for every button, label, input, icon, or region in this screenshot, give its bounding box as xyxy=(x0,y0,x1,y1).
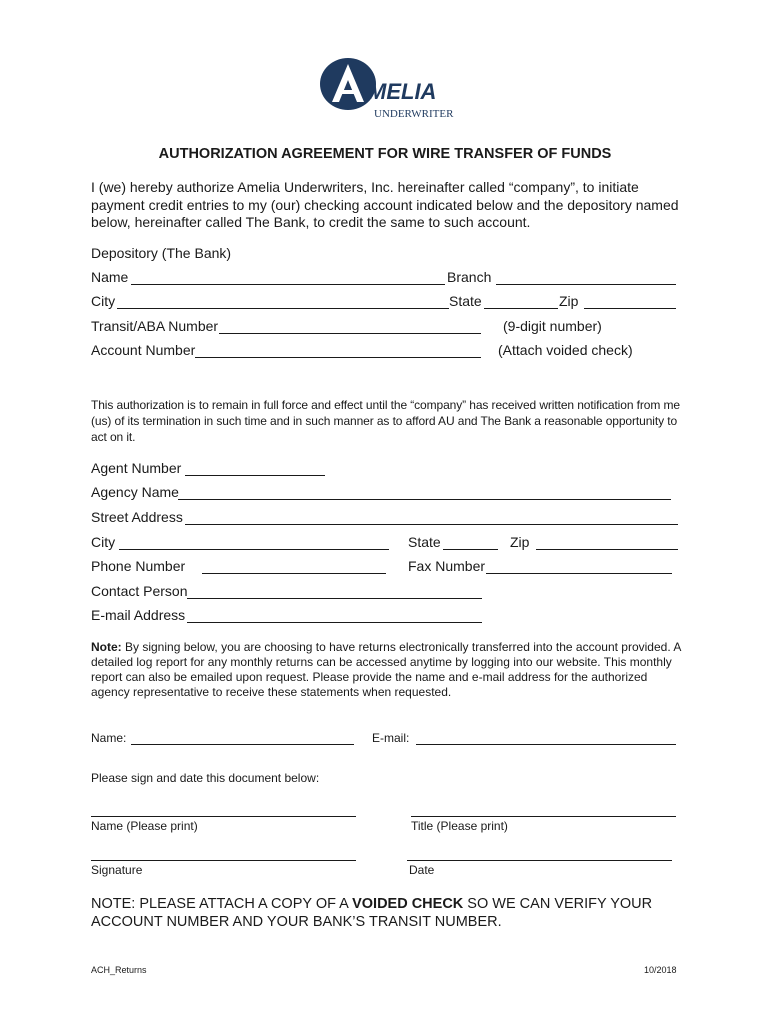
phone-number-label: Phone Number xyxy=(91,558,186,574)
contact-person-label: Contact Person xyxy=(91,583,188,599)
amelia-logo xyxy=(318,56,454,122)
account-field[interactable] xyxy=(195,357,481,358)
note-bold: Note: xyxy=(91,640,122,654)
authorization-paragraph: This authorization is to remain in full force and effect until the “company” has received written notification from me (us) of its termination in such time and in such manner as to afford AU and The Bank a reasonable opportunity to act on it. xyxy=(91,398,680,444)
bank-state-field[interactable] xyxy=(484,308,558,309)
date-field[interactable] xyxy=(407,860,672,861)
note-paragraph xyxy=(91,640,681,700)
document-title: AUTHORIZATION AGREEMENT FOR WIRE TRANSFER OF FUNDS xyxy=(158,146,612,162)
agent-state-field[interactable] xyxy=(443,549,498,550)
agent-city-field[interactable] xyxy=(119,549,389,550)
fax-number-field[interactable] xyxy=(486,573,672,574)
account-label: Account Number xyxy=(91,342,196,358)
street-address-field[interactable] xyxy=(185,524,678,525)
branch-field[interactable] xyxy=(496,284,676,285)
voided-check-note xyxy=(91,895,681,931)
street-address-label: Street Address xyxy=(91,509,183,525)
depository-heading: Depository (The Bank) xyxy=(91,245,232,261)
rep-name-field[interactable] xyxy=(131,744,354,745)
bank-zip-field[interactable] xyxy=(584,308,676,309)
title-print-field[interactable] xyxy=(411,816,676,817)
name-print-label: Name (Please print) xyxy=(91,819,198,833)
final-note-bold: VOIDED CHECK xyxy=(352,896,464,912)
email-address-field[interactable] xyxy=(187,622,482,623)
bank-city-field[interactable] xyxy=(117,308,449,309)
agency-name-field[interactable] xyxy=(178,499,671,500)
fax-number-label: Fax Number xyxy=(408,558,486,574)
email-address-label: E-mail Address xyxy=(91,607,186,623)
bank-state-label: State xyxy=(449,293,482,309)
agent-zip-label: Zip xyxy=(510,534,530,550)
agency-name-label: Agency Name xyxy=(91,484,179,500)
signature-label: Signature xyxy=(91,863,143,877)
transit-field[interactable] xyxy=(219,333,481,334)
agent-number-field[interactable] xyxy=(185,475,325,476)
footer-date: 10/2018 xyxy=(644,965,677,975)
title-print-label: Title (Please print) xyxy=(411,819,508,833)
phone-number-field[interactable] xyxy=(202,573,386,574)
logo-sub-text: UNDERWRITERS xyxy=(374,108,454,120)
bank-zip-label: Zip xyxy=(559,293,579,309)
transit-label: Transit/ABA Number xyxy=(91,318,219,334)
agent-number-label: Agent Number xyxy=(91,460,182,476)
footer-form-id: ACH_Returns xyxy=(91,965,147,975)
name-print-field[interactable] xyxy=(91,816,356,817)
note-text: By signing below, you are choosing to have returns electronically transferred into the account provided. A detailed log report for any monthly returns can be accessed anytime by logging into our website. This monthly report can also be emailed upon request. Please provide the name and e-mail address for the authorized agency representative to receive these statements when requested. xyxy=(91,640,681,699)
bank-name-field[interactable] xyxy=(131,284,445,285)
bank-name-label: Name xyxy=(91,269,129,285)
account-hint: (Attach voided check) xyxy=(498,342,633,358)
intro-paragraph: I (we) hereby authorize Amelia Underwriters, Inc. hereinafter called “company”, to initiate payment credit entries to my (our) checking account indicated below and the depository named below, hereinafter called The Bank, to credit the same to such account. xyxy=(91,179,679,230)
agent-zip-field[interactable] xyxy=(536,549,678,550)
logo-brand-text: MELIA xyxy=(368,79,437,104)
signature-field[interactable] xyxy=(91,860,356,861)
sign-instruction: Please sign and date this document below: xyxy=(91,771,320,785)
rep-email-label: E-mail: xyxy=(372,731,410,745)
date-label: Date xyxy=(409,863,435,877)
bank-city-label: City xyxy=(91,293,116,309)
transit-hint: (9-digit number) xyxy=(503,318,602,334)
rep-email-field[interactable] xyxy=(416,744,676,745)
rep-name-label: Name: xyxy=(91,731,127,745)
agent-state-label: State xyxy=(408,534,441,550)
contact-person-field[interactable] xyxy=(187,598,482,599)
branch-label: Branch xyxy=(447,269,492,285)
agent-city-label: City xyxy=(91,534,116,550)
final-note-prefix: NOTE: PLEASE ATTACH A COPY OF A xyxy=(91,896,353,912)
final-note-suffix: SO WE CAN VERIFY YOUR ACCOUNT NUMBER AND YOUR BANK’S TRANSIT NUMBER. xyxy=(91,896,653,930)
